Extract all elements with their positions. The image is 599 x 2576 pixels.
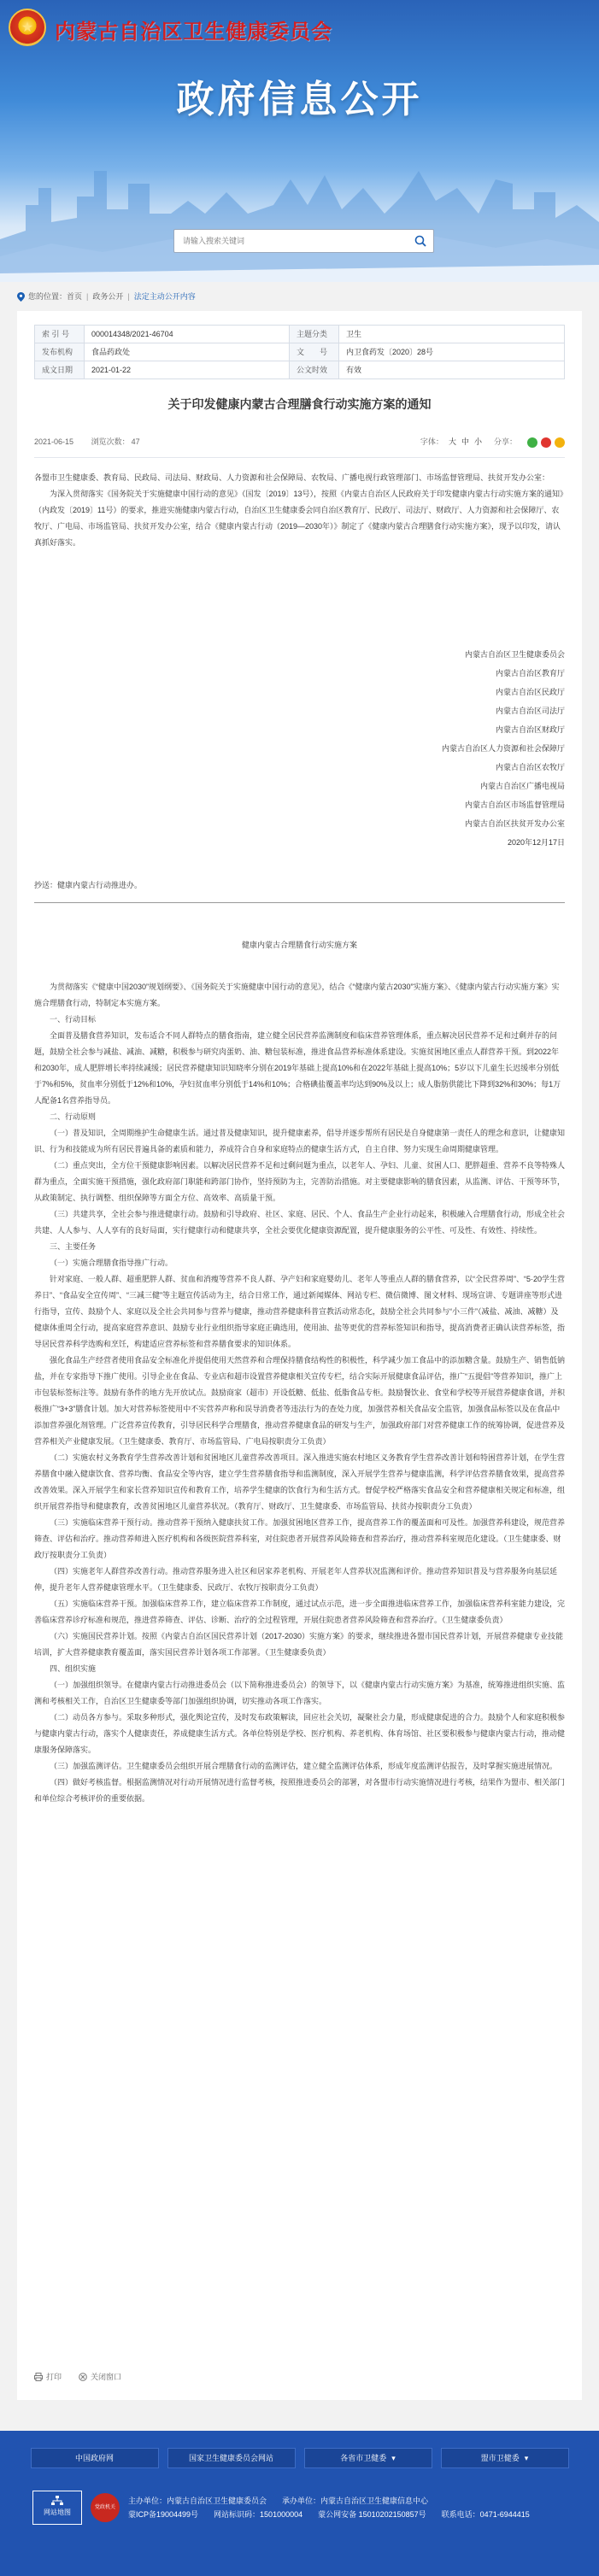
signature-block [34, 645, 565, 852]
plan-body [34, 979, 565, 1807]
signature-date: 2020年12月17日 [507, 837, 565, 847]
search-button[interactable] [408, 230, 433, 252]
sitemap-link[interactable] [32, 2491, 82, 2525]
views-count: 47 [131, 437, 140, 447]
publish-date: 2021-06-15 [34, 437, 74, 447]
signature-line: 内蒙古自治区司法厅 [495, 706, 565, 715]
breadcrumb-current[interactable]: 法定主动公开内容 [133, 291, 196, 301]
breadcrumb-gov-affairs[interactable]: 政务公开 [92, 291, 124, 301]
footer-link-leagues[interactable] [441, 2448, 569, 2468]
signature-line: 内蒙古自治区人力资源和社会保障厅 [441, 743, 565, 753]
font-size-large[interactable]: 大 [448, 437, 456, 447]
meta-key: 索 引 号 [35, 326, 85, 343]
meta-key: 文 号 [290, 343, 339, 361]
search-icon [414, 235, 426, 247]
meta-key: 成文日期 [35, 361, 85, 379]
font-size-medium[interactable]: 中 [461, 437, 469, 447]
site-name: 内蒙古自治区卫生健康委员会 [55, 19, 332, 44]
body-paragraph: （五）实施临床营养干预。加强临床营养工作，建立临床营养工作制度，通过试点示范，进一步全面推进临床营养工作，加强临床营养科室能力建设，完善临床营养诊疗标准和规范，推进营养筛查、评估、诊断、治疗的全过程管理，开展住院患者营养风险筛查和营养治疗。（卫生健康委负责） [34, 1599, 566, 1624]
print-icon [34, 2373, 43, 2381]
body-paragraph: （二）实施农村义务教育学生营养改善计划和贫困地区儿童营养改善项目。深入推进实施农村地区义务教育学生营养改善计划和特困营养计划，在学生营养膳食中融入健康饮食、营养均衡、食品安全等内容，建立学生营养膳食指导和监测制度，深入开展学生营养与健康监测，科学评估营养膳食效果，提高营养改善效果。深入开展学生和家长营养知识宣传和教育工作，培养学生健康的饮食行为和生活方式。督促学校严格落实食品安全和营养健康相关规定和标准，组织开展营养指导和健康教育，改善贫困地区儿童营养状况。（教育厅、财政厅、卫生健康委、市场监管局、扶贫办按职责分工负责） [34, 1452, 566, 1511]
share-buttons [527, 437, 565, 448]
chevron-down-icon: ▾ [524, 2453, 529, 2462]
signature-line: 内蒙古自治区市场监督管理局 [464, 800, 565, 809]
sitemap-icon [51, 2496, 63, 2506]
views-label: 浏览次数： [91, 437, 130, 447]
meta-value: 内卫食药发〔2020〕28号 [339, 343, 565, 361]
subsection-heading: （一）实施合理膳食指导推广行动。 [50, 1258, 173, 1267]
meta-key: 公文时效 [290, 361, 339, 379]
body-paragraph: （一）普及知识，全周期维护生命健康生活。通过普及健康知识，提升健康素养，倡导并逐步帮所有居民是自身健康第一责任人的理念和意识，让健康知识、行为和技能成为所有居民普遍具备的素质和能力，养成符合自身和家庭特点的健康生活方式，自主自律、努力实现生命周期健康管理。 [34, 1128, 566, 1153]
footer-link-label: 各省市卫健委 [340, 2453, 387, 2462]
addressee: 各盟市卫生健康委、教育局、民政局、司法局、财政局、人力资源和社会保障局、农牧局、广播电视行政管理部门、市场监督管理局、扶贫开发办公室： [34, 472, 550, 482]
document-info-bar [34, 436, 565, 457]
metadata-row [35, 326, 565, 343]
body-paragraph: （三）加强监测评估。卫生健康委员会组织开展合理膳食行动的监测评估，建立健全监测评估体系，形成年度监测评估报告，及时掌握实施进展情况。 [50, 1761, 558, 1770]
document-title: 关于印发健康内蒙古合理膳食行动实施方案的通知 [167, 397, 432, 411]
footer-host: 主办单位：内蒙古自治区卫生健康委员会 承办单位：内蒙古自治区卫生健康信息中心 [128, 2497, 429, 2505]
section-heading: 一、行动目标 [50, 1014, 97, 1024]
article-card [17, 311, 582, 2400]
meta-value: 2021-01-22 [85, 361, 290, 379]
breadcrumb-separator: | [127, 291, 130, 301]
body-paragraph: （三）共建共享，全社会参与推进健康行动。鼓励和引导政府、社区、家庭、居民、个人、食品生产企业行动起来，积极融入合理膳食行动，形成全社会共建、人人参与、人人享有的良好局面，实行健康行动和健康共享，全社会要优化健康资源配置，提升健康服务的公平性、可及性、有效性、持续性。 [34, 1209, 566, 1235]
body-paragraph: 全面普及膳食营养知识，发布适合不同人群特点的膳食指南，建立健全居民营养监测制度和临床营养管理体系，重点解决居民营养不足和过剩并存的问题，鼓励全社会参与减盐、减油、减糖，积极参与研究肉蛋奶、油、糖包装标准，推进食品营养标准体系建设。实施贫困地区重点人群营养干预。到2022年和2030年，成人肥胖增长率持续减缓；居民营养健康知识知晓率分别在2019年基础上提高10%和在2022年基础上提高10%；5岁以下儿童生长迟缓率分别低于7%和5%，贫血率分别低于12%和10%，孕妇贫血率分别低于14%和10%；合格碘盐覆盖率均达到90%及以上；成人脂肪供能比下降到32%和30%；每1万人配备1名营养指导员。 [34, 1030, 561, 1105]
signature-line: 内蒙古自治区教育厅 [495, 668, 565, 678]
weibo-share-icon[interactable] [541, 437, 551, 448]
search-input[interactable] [174, 230, 408, 252]
bottom-tools [34, 2371, 121, 2383]
body-paragraph: 为贯彻落实《“健康中国2030”规划纲要》、《国务院关于实施健康中国行动的意见》，结合《“健康内蒙古2030”实施方案》、《健康内蒙古行动实施方案》实施合理膳食行动，特制定本实施方案。 [34, 982, 560, 1007]
national-emblem-logo [9, 9, 46, 46]
font-size-small[interactable]: 小 [473, 437, 482, 447]
metadata-row [35, 343, 565, 361]
meta-key: 主题分类 [290, 326, 339, 343]
body-paragraph: （三）实施临床营养干预行动。推动营养干预纳入健康扶贫工作。加强贫困地区营养工作，提高营养工作的覆盖面和可及性。加强营养科建设，规范营养筛查、评估和治疗。推动营养师进入医疗机构和各级医院营养科室，对住院患者开展营养风险筛查和营养治疗，推动营养科室规范化建设。（卫生健康委、财政厅按职责分工负责） [34, 1517, 566, 1559]
signature-line: 内蒙古自治区卫生健康委员会 [464, 649, 565, 659]
body-paragraph: 强化食品生产经营者使用食品安全标准化并提倡使用天然营养和合理保持膳食结构性的积极性，科学减少加工食品中的添加糖含量。鼓励生产、销售低钠盐，并在专家指导下推广使用。引导企业在食品、专业店和超市设置营养健康相关宣传专栏，结合实际开展健康食品评估，推广“五提倡”等营养知识，推广上市包装标签标注等。鼓励有条件的地方先开放试点。鼓励商家（超市）开设低糖、低盐、低脂食品专柜。鼓励餐饮业、食堂和学校等开展营养健康食谱，并积极推广“3+3”膳食计划。加大对营养标签使用中不实营养声称和误导消费者等违法行为的查处力度，加强营养相关食品安全监管，加强食品标签以及在食品中添加营养强化剂管理。广泛营养宣传教育，引导居民科学合理膳食，推动营养健康食品的研发与生产，加强政府部门对营养健康工作的统筹协调，促进营养及营养相关产业健康发展。（卫生健康委、教育厅、市场监管局、广电局按职责分工负责） [34, 1355, 566, 1446]
wechat-share-icon[interactable] [527, 437, 537, 448]
footer-info [0, 2485, 599, 2525]
body-paragraph: （二）动员各方参与。采取多种形式，强化舆论宣传，及时发布政策解读，回应社会关切，凝聚社会力量，形成健康促进的合力。鼓励个人和家庭积极参与健康内蒙古行动，落实个人健康责任，养成健康生活方式。各单位特别是学校、医疗机构、养老机构、体育场馆、社区要积极参与健康内蒙古行动，推动健康服务保障落实。 [34, 1712, 566, 1754]
body-paragraph: （四）做好考核监督。根据监测情况对行动开展情况进行监督考核，按照推进委员会的部署，对各盟市行动实施情况进行考核，结果作为盟市、相关部门和单位综合考核评价的重要依据。 [34, 1777, 566, 1803]
section-heading: 二、行动原则 [50, 1112, 97, 1121]
qzone-share-icon[interactable] [555, 437, 565, 448]
signature-line: 内蒙古自治区财政厅 [495, 725, 565, 734]
footer-text [128, 2494, 530, 2521]
document-meta [34, 436, 156, 448]
gov-site-error-badge[interactable]: 党政机关 [91, 2493, 120, 2522]
print-label: 打印 [46, 2372, 62, 2381]
footer-link-label: 盟市卫健委 [480, 2453, 520, 2462]
meta-value: 食品药政处 [85, 343, 290, 361]
meta-value: 000014348/2021-46704 [85, 326, 290, 343]
body-paragraph: 针对家庭、一般人群、超重肥胖人群、贫血和消瘦等营养不良人群、孕产妇和家庭婴幼儿、老年人等重点人群的膳食营养，以“全民营养周”、“5·20学生营养日”、“食品安全宣传周”、“三减三健”等主题宣传活动为主，结合日常工作，通过新闻媒体、网站专栏、微信微博、图文材料、现场宣讲、专题讲座等形式进行指导，宣传、鼓励个人、家庭以及全社会共同参与营养与健康，推动营养健康科普宣教活动常态化，鼓励全社会共同参与“小三件”（减盐、减油、减糖）及健康体重周全行动，提高家庭营养意识、鼓励专业行业组织指导家庭正确选用，使用油、盐等更优的营养标签知识和指导，提高消费者正确认读营养标签，指导居民营养科学选购和烹饪，构建适应营养标签和营养膳食要求的知识体系。 [34, 1274, 566, 1348]
body-paragraph: （六）实施国民营养计划。按照《内蒙古自治区国民营养计划（2017-2030）实施方案》的要求，继续推进各盟市国民营养计划，开展营养健康专业技能培训，扩大营养健康教育覆盖面，落实国民营养计划各项工作部署。（卫生健康委负责） [34, 1631, 564, 1657]
share-label: 分享： [493, 437, 517, 447]
city-skyline-image [0, 137, 599, 282]
breadcrumb-prefix: 您的位置： [28, 291, 68, 301]
font-size-control [420, 436, 565, 448]
signature-line: 内蒙古自治区农牧厅 [495, 762, 565, 772]
body-paragraph: （二）重点突出，全方位干预健康影响因素。以解决居民营养不足和过剩问题为重点，以老年人、孕妇、儿童、贫困人口、肥胖超重、营养不良等特殊人群为重点，全面实施干预措施，强化政府部门职能和跨部门协作，坚持预防为主，完善防治措施。对主要健康影响的膳食因素，从监测、评估、干预等环节，从政策制定、执行调整、组织保障等方面全方位、高效率、高质量干预。 [34, 1160, 566, 1202]
body-paragraph: （一）加强组织领导。在健康内蒙古行动推进委员会（以下简称推进委员会）的领导下，以《健康内蒙古行动实施方案》为基准，统筹推进组织实施、监测和考核相关工作，自治区卫生健康委等部门加强组织协调，切实推动各项工作落实。 [34, 1680, 566, 1705]
close-window-label: 关闭窗口 [91, 2372, 122, 2381]
footer-links [0, 2431, 599, 2485]
sitemap-label: 网站地图 [44, 2509, 71, 2516]
footer-link-label: 国家卫生健康委员会网站 [188, 2453, 273, 2462]
footer [0, 2431, 599, 2576]
signature-line: 内蒙古自治区扶贫开发办公室 [464, 819, 565, 828]
signature-line: 内蒙古自治区广播电视局 [479, 781, 565, 790]
signature-line: 内蒙古自治区民政厅 [495, 687, 565, 696]
footer-link-nhc[interactable] [167, 2448, 296, 2468]
metadata-row [35, 361, 565, 379]
breadcrumb [0, 282, 599, 311]
search-box [173, 229, 434, 253]
meta-value: 有效 [339, 361, 565, 379]
body-paragraph: （四）实施老年人群营养改善行动。推动营养服务进入社区和居家养老机构、开展老年人营养状况监测和评价。推动营养知识普及与营养服务向基层延伸，提升老年人营养健康管理水平。（卫生健康委、民政厅、农牧厅按职责分工负责） [34, 1566, 558, 1592]
print-button[interactable] [34, 2371, 62, 2383]
cc-line: 抄送：健康内蒙古行动推进办。 [34, 877, 565, 903]
chevron-down-icon: ▾ [391, 2453, 396, 2462]
metadata-table [34, 325, 565, 379]
font-size-label: 字体： [420, 437, 443, 447]
section-heading: 四、组织实施 [50, 1664, 97, 1673]
footer-link-gov[interactable] [31, 2448, 159, 2468]
close-icon [79, 2373, 87, 2381]
section-heading: 三、主要任务 [50, 1241, 97, 1251]
footer-link-provinces[interactable] [304, 2448, 432, 2468]
close-window-button[interactable] [79, 2371, 121, 2383]
plan-title: 健康内蒙古合理膳食行动实施方案 [241, 940, 357, 949]
breadcrumb-separator: | [86, 291, 89, 301]
breadcrumb-home[interactable]: 首页 [67, 291, 83, 301]
location-pin-icon [17, 292, 25, 302]
footer-icp: 蒙ICP备19004499号 网站标识码：1501000004 蒙公网安备 15010202150857号 联系电话：0471-6944415 [128, 2510, 530, 2519]
meta-value: 卫生 [339, 326, 565, 343]
meta-key: 发布机构 [35, 343, 85, 361]
footer-link-label: 中国政府网 [74, 2453, 114, 2462]
page-heading: 政府信息公开 [176, 78, 423, 121]
header-banner [0, 0, 599, 282]
body-paragraph: 为深入贯彻落实《国务院关于实施健康中国行动的意见》（国发〔2019〕13号），按照《内蒙古自治区人民政府关于印发健康内蒙古行动实施方案的通知》（内政发〔2019〕11号）的要求，推进实施健康内蒙古行动，自治区卫生健康委会同自治区教育厅、民政厅、司法厅、财政厅、人力资源和社会保障厅、农牧厅、广电局、市场监管局、扶贫开发办公室，结合《健康内蒙古行动（2019—2030年）》制定了《健康内蒙古合理膳食行动实施方案》，现予以印发，请认真抓好落实。 [34, 489, 564, 547]
document-body [34, 470, 565, 1807]
